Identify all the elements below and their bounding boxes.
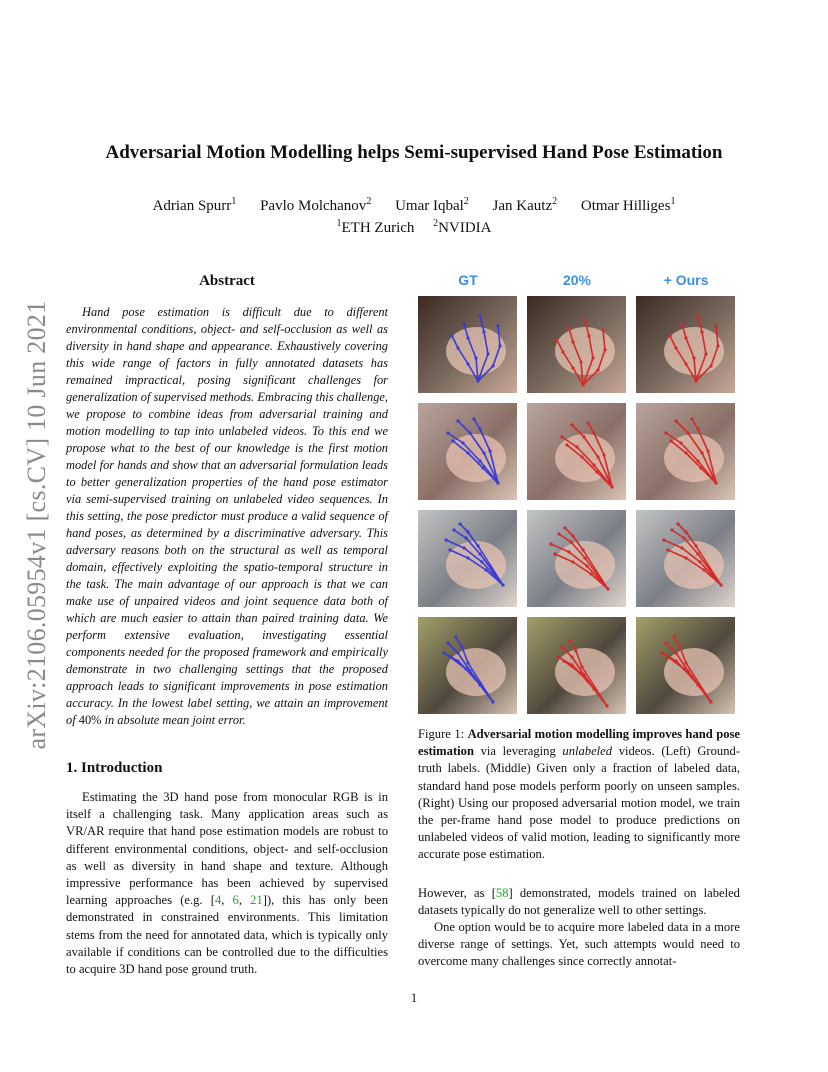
skeleton-joint — [700, 451, 703, 454]
skeleton-joint — [480, 560, 483, 563]
skeleton-joint — [602, 453, 605, 456]
skeleton-joint — [462, 546, 465, 549]
skeleton-joint — [589, 572, 592, 575]
hand-skeleton-overlay — [636, 617, 735, 714]
arxiv-stamp-text: arXiv:2106.05954v1 [cs.CV] 10 Jun 2021 — [22, 300, 51, 750]
skeleton-bone — [559, 534, 571, 542]
hand-region — [446, 327, 506, 375]
skeleton-bone — [674, 637, 680, 647]
skeleton-bone — [456, 637, 462, 647]
skeleton-joint — [686, 669, 689, 672]
figure-caption: Figure 1: Adversarial motion modelling improves hand pose estimation via leveraging unlabeled videos. (Left) Ground-truth labels. (Middle) Given only a fraction of labeled data, standard hand pose models perform poorly on unseen samples. (Right) Using our proposed adversarial motion model, we train the per-frame hand pose model to produce predictions on unlabeled videos of valid motion, leading to significantly more accurate pose estimation. — [418, 727, 740, 862]
skeleton-joint — [555, 338, 558, 341]
skeleton-joint — [586, 421, 589, 424]
skeleton-joint — [664, 431, 667, 434]
skeleton-joint — [686, 431, 689, 434]
figure-panel — [527, 617, 626, 714]
skeleton-joint — [571, 560, 574, 563]
skeleton-joint — [488, 449, 491, 452]
skeleton-bone — [588, 423, 594, 433]
skeleton-joint — [466, 336, 469, 339]
skeleton-joint — [603, 348, 606, 351]
figure-panel — [636, 510, 735, 607]
skeleton-joint — [442, 651, 445, 654]
figure-panel — [527, 403, 626, 500]
skeleton-bone — [570, 641, 576, 651]
skeleton-bone — [678, 524, 686, 532]
skeleton-joint — [666, 548, 669, 551]
skeleton-joint — [574, 649, 577, 652]
skeleton-joint — [476, 379, 479, 382]
skeleton-joint — [583, 318, 586, 321]
skeleton-joint — [557, 532, 560, 535]
skeleton-joint — [690, 417, 693, 420]
skeleton-joint — [481, 466, 484, 469]
skeleton-joint — [570, 663, 573, 666]
skeleton-joint — [448, 548, 451, 551]
abstract-heading: Abstract — [199, 273, 255, 289]
skeleton-bone — [664, 540, 682, 548]
skeleton-joint — [684, 661, 687, 664]
skeleton-joint — [484, 568, 487, 571]
skeleton-joint — [696, 427, 699, 430]
skeleton-joint — [595, 470, 598, 473]
skeleton-joint — [591, 356, 594, 359]
hand-skeleton-overlay — [527, 617, 626, 714]
skeleton-joint — [571, 366, 574, 369]
skeleton-joint — [716, 344, 719, 347]
skeleton-joint — [448, 655, 451, 658]
skeleton-joint — [468, 431, 471, 434]
skeleton-joint — [450, 334, 453, 337]
page-number: 1 — [410, 990, 418, 1005]
skeleton-joint — [582, 673, 585, 676]
skeleton-bone — [446, 540, 464, 548]
skeleton-joint — [696, 683, 699, 686]
hand-skeleton-overlay — [418, 296, 517, 393]
skeleton-joint — [466, 530, 469, 533]
skeleton-joint — [684, 451, 687, 454]
author: Umar Iqbal$^2$ — [395, 196, 469, 214]
skeleton-joint — [679, 441, 682, 444]
skeleton-joint — [680, 546, 683, 549]
abstract-body: Hand pose estimation is difficult due to different environmental conditions, object- and self-occlusion as well as diversity in hand shape and appearance. Exhaustively covering this wide range of factors in fully annotated datasets has remained impractical, posing significant challenges for generalization of supervised methods. Embracing this challenge, we propose to combine ideas from adversarial training and motion modelling to tap into unlabeled videos. To this end we propose what to the best of our knowledge is the first motion model for hands and show that an adversarial formulation leads to better generalization properties of the hand pose estimator via semi-supervised training on unlabeled video sequences. In this setting, the pose predictor must produce a valid sequence of hand poses, as determined by a discriminative adversary. This adversary reasons both on the structural as well as temporal domain, effectively exploiting the spatio-temporal structure in the task. The main advantage of our approach is that we can make use of unpaired videos and joint sequence data both of which are much easier to attain than paired training data. We perform extensive evaluation, investigating essential components needed for the proposed framework and empirically demonstrate in two challenging settings that the proposed approach leads to significant improvements in pose estimation accuracy. In the lowest label setting, we attain an improvement of 40% in absolute mean joint error. — [66, 305, 388, 727]
skeleton-joint — [476, 544, 479, 547]
section-heading: 1. Introduction — [66, 760, 163, 776]
skeleton-joint — [698, 560, 701, 563]
figure-panel — [636, 403, 735, 500]
skeleton-joint — [684, 556, 687, 559]
skeleton-joint — [690, 675, 693, 678]
skeleton-bone — [460, 524, 468, 532]
skeleton-joint — [472, 675, 475, 678]
skeleton-joint — [569, 540, 572, 543]
skeleton-joint — [579, 360, 582, 363]
skeleton-joint — [586, 679, 589, 682]
skeleton-joint — [466, 451, 469, 454]
figure-panel — [418, 296, 517, 393]
skeleton-joint — [605, 704, 608, 707]
hand-skeleton-overlay — [418, 510, 517, 607]
skeleton-bone — [672, 530, 684, 538]
skeleton-joint — [472, 417, 475, 420]
skeleton-bone — [692, 419, 698, 429]
figure-panel — [418, 403, 517, 500]
hand-skeleton-overlay — [418, 403, 517, 500]
skeleton-joint — [562, 659, 565, 662]
skeleton-joint — [694, 544, 697, 547]
skeleton-joint — [719, 583, 722, 586]
skeleton-joint — [446, 431, 449, 434]
hand-region — [446, 648, 506, 696]
citation-link[interactable]: 21 — [250, 893, 263, 908]
skeleton-joint — [462, 322, 465, 325]
column-header-20pct: 20% — [562, 272, 592, 288]
skeleton-joint — [446, 641, 449, 644]
hand-skeleton-overlay — [636, 403, 735, 500]
skeleton-joint — [486, 352, 489, 355]
skeleton-joint — [468, 669, 471, 672]
skeleton-joint — [567, 326, 570, 329]
skeleton-joint — [704, 352, 707, 355]
skeleton-joint — [696, 459, 699, 462]
skeleton-joint — [452, 528, 455, 531]
right-paragraph-1: However, as [58] demonstrated, models trained on labeled datasets typically do not generalize well to other settings. — [418, 886, 740, 918]
figure-panel — [418, 617, 517, 714]
skeleton-joint — [581, 548, 584, 551]
skeleton-bone — [458, 421, 470, 433]
skeleton-joint — [568, 639, 571, 642]
skeleton-bone — [448, 643, 458, 653]
skeleton-joint — [660, 651, 663, 654]
skeleton-joint — [466, 661, 469, 664]
hand-skeleton-overlay — [418, 617, 517, 714]
author: Jan Kautz$^2$ — [492, 196, 558, 214]
figure-panel — [636, 617, 735, 714]
skeleton-joint — [444, 538, 447, 541]
skeleton-joint — [560, 435, 563, 438]
skeleton-joint — [585, 564, 588, 567]
column-header-ours: + Ours — [663, 272, 709, 288]
author: Adrian Spurr$^1$ — [152, 196, 237, 214]
skeleton-joint — [549, 542, 552, 545]
skeleton-joint — [570, 423, 573, 426]
skeleton-joint — [670, 528, 673, 531]
affiliation: $^1$ETH Zurich — [336, 218, 415, 236]
skeleton-joint — [496, 324, 499, 327]
arxiv-stamp — [14, 290, 60, 760]
column-header-gt: GT — [458, 272, 478, 288]
skeleton-joint — [563, 526, 566, 529]
skeleton-joint — [662, 538, 665, 541]
skeleton-joint — [596, 455, 599, 458]
hand-skeleton-overlay — [527, 403, 626, 500]
hand-skeleton-overlay — [636, 510, 735, 607]
skeleton-joint — [692, 356, 695, 359]
skeleton-joint — [580, 665, 583, 668]
skeleton-joint — [464, 536, 467, 539]
skeleton-joint — [666, 655, 669, 658]
skeleton-joint — [592, 431, 595, 434]
citation-link[interactable]: 4 — [214, 893, 222, 908]
skeleton-joint — [565, 443, 568, 446]
skeleton-joint — [575, 445, 578, 448]
affiliations — [0, 218, 828, 237]
skeleton-joint — [678, 645, 681, 648]
skeleton-joint — [451, 439, 454, 442]
skeleton-bone — [474, 419, 480, 429]
skeleton-joint — [674, 346, 677, 349]
skeleton-joint — [498, 344, 501, 347]
affiliation: $^2$NVIDIA — [433, 218, 492, 236]
skeleton-bone — [666, 643, 676, 653]
skeleton-joint — [668, 334, 671, 337]
figure-panel — [636, 296, 735, 393]
skeleton-joint — [571, 534, 574, 537]
figure-column-headers — [418, 268, 738, 292]
skeleton-joint — [478, 552, 481, 555]
skeleton-joint — [682, 536, 685, 539]
skeleton-joint — [461, 441, 464, 444]
skeleton-joint — [582, 435, 585, 438]
skeleton-joint — [491, 700, 494, 703]
citation-link[interactable]: 58 — [495, 886, 509, 900]
hand-region — [446, 541, 506, 589]
author-list — [0, 196, 828, 215]
skeleton-joint — [714, 324, 717, 327]
skeleton-joint — [684, 362, 687, 365]
skeleton-joint — [606, 587, 609, 590]
skeleton-joint — [478, 683, 481, 686]
skeleton-joint — [466, 362, 469, 365]
skeleton-joint — [694, 379, 697, 382]
skeleton-joint — [580, 455, 583, 458]
skeleton-joint — [700, 330, 703, 333]
skeleton-joint — [460, 645, 463, 648]
skeleton-joint — [570, 655, 573, 658]
skeleton-joint — [664, 641, 667, 644]
skeleton-joint — [454, 635, 457, 638]
skeleton-joint — [674, 419, 677, 422]
hand-skeleton-overlay — [527, 510, 626, 607]
skeleton-joint — [682, 667, 685, 670]
skeleton-joint — [696, 552, 699, 555]
hand-region — [664, 541, 724, 589]
skeleton-bone — [565, 528, 573, 536]
skeleton-joint — [696, 314, 699, 317]
abstract-percent: 40% — [78, 713, 102, 727]
figure-panel — [527, 510, 626, 607]
skeleton-joint — [674, 659, 677, 662]
skeleton-joint — [592, 463, 595, 466]
intro-paragraph: Estimating the 3D hand pose from monocular RGB is in itself a challenging task. Many application areas such as VR/AR require that hand pose estimation models are robust to different environmental conditions, object- and self-occlusion as well as diversity in hand shape and texture. Although impressive performance has been achieved by supervised learning approaches (e.g. [4, 6, 21]), this has only been demonstrated in constrained environments. This limitation stems from the need for annotated data, which is typically only available if conditions can be controlled due to the difficulties to acquire 3D hand pose ground truth. — [66, 790, 389, 977]
skeleton-joint — [674, 651, 677, 654]
skeleton-joint — [714, 481, 717, 484]
skeleton-joint — [581, 383, 584, 386]
skeleton-joint — [702, 568, 705, 571]
skeleton-joint — [478, 459, 481, 462]
skeleton-joint — [567, 550, 570, 553]
skeleton-joint — [496, 481, 499, 484]
right-paragraph-2: One option would be to acquire more labeled data in a more diverse range of settings. Yet, such attempts would need to overcome many challenges since correctly annotat- — [418, 920, 740, 969]
skeleton-joint — [684, 336, 687, 339]
skeleton-joint — [706, 449, 709, 452]
skeleton-joint — [672, 635, 675, 638]
skeleton-joint — [501, 583, 504, 586]
skeleton-joint — [583, 556, 586, 559]
author: Otmar Hilliges$^1$ — [580, 196, 676, 214]
hand-skeleton-overlay — [636, 296, 735, 393]
hand-region — [664, 648, 724, 696]
citation-link[interactable]: 6 — [232, 893, 239, 908]
skeleton-joint — [456, 419, 459, 422]
hand-skeleton-overlay — [527, 296, 626, 393]
skeleton-joint — [578, 671, 581, 674]
skeleton-joint — [491, 364, 494, 367]
skeleton-bone — [454, 530, 466, 538]
skeleton-joint — [709, 364, 712, 367]
skeleton-joint — [699, 466, 702, 469]
author: Pavlo Molchanov$^2$ — [260, 196, 372, 214]
skeleton-joint — [587, 334, 590, 337]
skeleton-joint — [601, 328, 604, 331]
skeleton-joint — [684, 530, 687, 533]
skeleton-joint — [464, 667, 467, 670]
skeleton-joint — [482, 451, 485, 454]
skeleton-joint — [478, 314, 481, 317]
skeleton-joint — [474, 356, 477, 359]
skeleton-joint — [571, 340, 574, 343]
skeleton-joint — [596, 368, 599, 371]
skeleton-joint — [610, 485, 613, 488]
skeleton-joint — [553, 552, 556, 555]
skeleton-joint — [456, 346, 459, 349]
skeleton-joint — [556, 655, 559, 658]
paper-title: Adversarial Motion Modelling helps Semi-supervised Hand Pose Estimation — [105, 142, 723, 163]
figure-panel — [527, 296, 626, 393]
skeleton-joint — [478, 427, 481, 430]
skeleton-joint — [456, 651, 459, 654]
skeleton-joint — [458, 522, 461, 525]
skeleton-bone — [676, 421, 688, 433]
skeleton-joint — [561, 350, 564, 353]
skeleton-joint — [680, 322, 683, 325]
hand-region — [664, 327, 724, 375]
figure-panel — [418, 510, 517, 607]
skeleton-joint — [676, 522, 679, 525]
skeleton-joint — [669, 439, 672, 442]
skeleton-joint — [466, 556, 469, 559]
skeleton-joint — [560, 645, 563, 648]
skeleton-joint — [709, 700, 712, 703]
skeleton-joint — [456, 659, 459, 662]
skeleton-joint — [592, 687, 595, 690]
skeleton-joint — [482, 330, 485, 333]
